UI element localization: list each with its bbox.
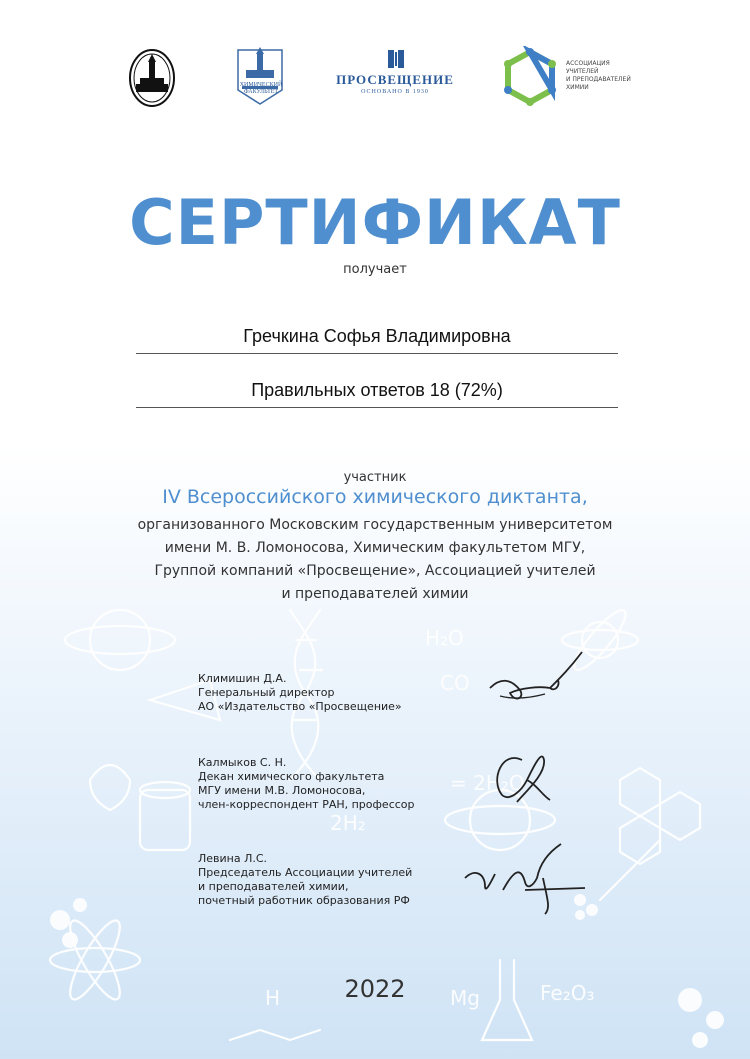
association-text-line: И ПРЕПОДАВАТЕЛЕЙ [566,76,631,83]
organizers-text [0,514,750,606]
signer-name: Климишин Д.А. [198,672,287,685]
msu-seal-logo [128,48,176,108]
svg-text:2H₂: 2H₂ [330,811,366,835]
association-text-line: ХИМИИ [566,84,589,91]
signer-position: и преподавателей химии, [198,880,349,893]
signer-block-1 [198,672,402,714]
signer-position: член-корреспондент РАН, профессор [198,798,415,811]
svg-text:= 2H₂O: = 2H₂O [450,771,525,795]
signer-position: Генеральный директор [198,686,335,699]
signer-position: МГУ имени М.В. Ломоносова, [198,784,366,797]
association-logo-text [566,60,631,92]
event-title: IV Всероссийского химического диктанта, [162,486,588,508]
signer-position: Декан химического факультета [198,770,385,783]
organizers-line: и преподавателей химии [281,586,469,602]
signer-name: Калмыков С. Н. [198,756,287,769]
signer-block-3 [198,852,412,908]
signature-3 [455,838,595,918]
signer-name: Левина Л.С. [198,852,268,865]
organizers-line: Группой компаний «Просвещение», Ассоциацией учителей [154,563,596,579]
svg-text:Fe₂O₃: Fe₂O₃ [540,981,595,1005]
prosveshchenie-logo-name: ПРОСВЕЩЕНИЕ [336,72,454,87]
result-line: Правильных ответов 18 (72%) [136,380,618,408]
prosveshchenie-emblem-logo [386,48,406,70]
certificate-title: СЕРТИФИКАТ [129,186,621,259]
association-text-line: УЧИТЕЛЕЙ [566,68,599,75]
logos-row [0,42,750,122]
signature-1 [470,648,600,718]
organizers-line: имени М. В. Ломоносова, Химическим факультетом МГУ, [164,540,586,556]
signer-block-2 [198,756,415,812]
faculty-logo-text-1: ХИМИЧЕСКИЙ [239,82,283,88]
signer-position: АО «Издательство «Просвещение» [198,700,402,713]
svg-text:CO: CO [440,671,470,695]
chemistry-faculty-logo [232,44,288,108]
organizers-line: организованного Московским государственным университетом [137,517,613,533]
receives-label: получает [343,262,407,277]
signer-position: Председатель Ассоциации учителей [198,866,413,879]
signer-position: почетный работник образования РФ [198,894,410,907]
prosveshchenie-logo-subtitle: ОСНОВАНО В 1930 [361,89,429,95]
svg-text:Mg: Mg [450,986,480,1010]
svg-text:H₂O: H₂O [425,626,464,650]
association-logo [500,46,560,108]
certificate-year: 2022 [344,975,406,1003]
association-text-line: АССОЦИАЦИЯ [566,60,610,67]
participant-label: участник [343,470,407,485]
svg-text:H: H [265,986,281,1010]
faculty-logo-text-2: ФАКУЛЬТЕТ [243,89,279,95]
signature-2 [482,740,562,820]
recipient-name: Гречкина Софья Владимировна [136,326,618,354]
